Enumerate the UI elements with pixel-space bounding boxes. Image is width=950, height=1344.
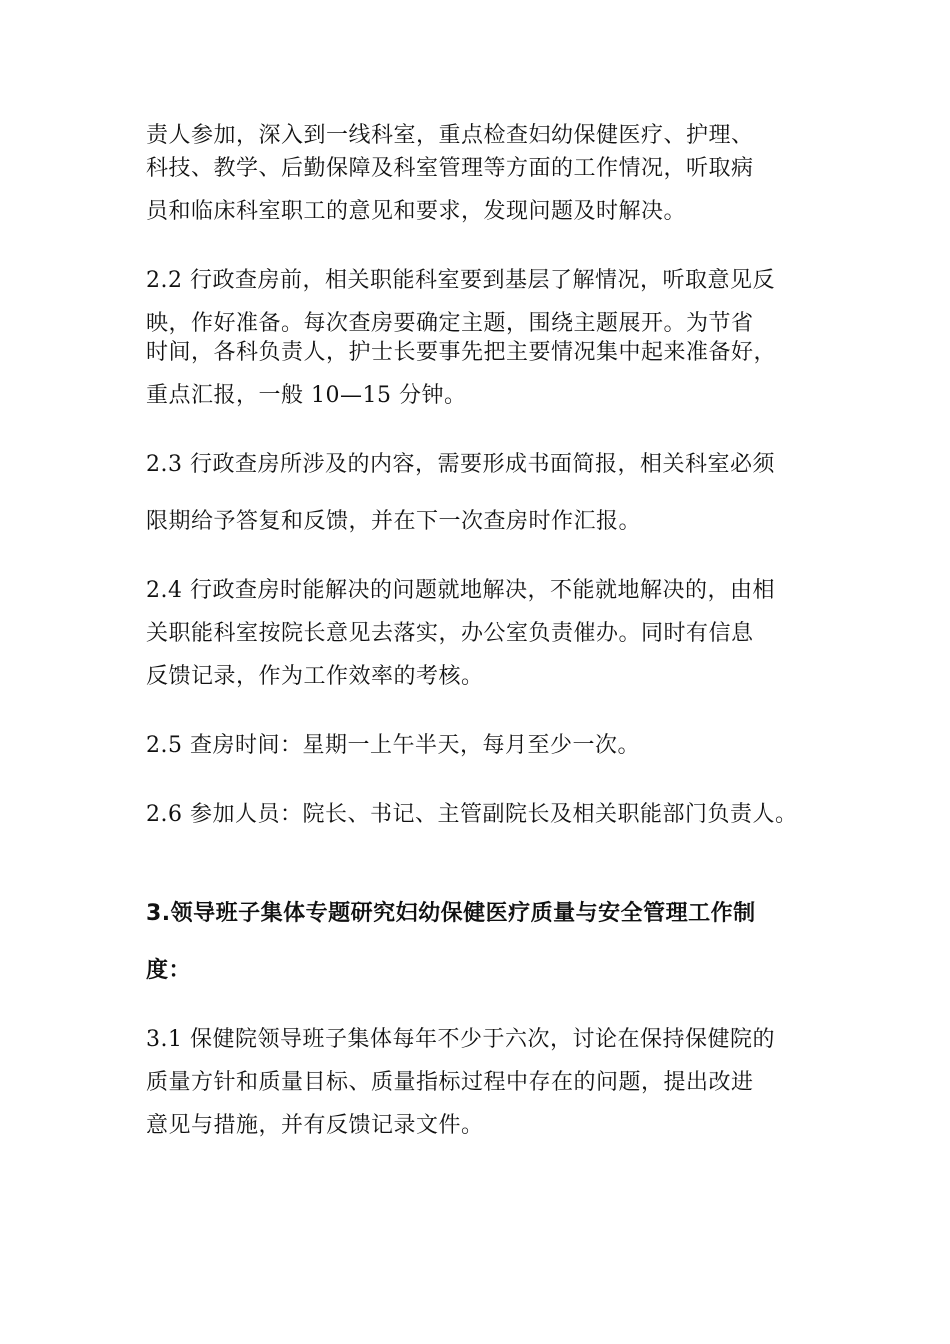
paragraph-1-line-1: 责人参加，深入到一线科室，重点检查妇幼保健医疗、护理、 — [146, 123, 754, 148]
paragraph-3-1-line-3: 意见与措施，并有反馈记录文件。 — [146, 1113, 484, 1138]
paragraph-2-3-line-1: 2.3 行政查房所涉及的内容，需要形成书面简报，相关科室必须 — [146, 452, 775, 477]
paragraph-2-3-line-2: 限期给予答复和反馈，并在下一次查房时作汇报。 — [146, 509, 642, 534]
paragraph-2-6-line-1: 2.6 参加人员：院长、书记、主管副院长及相关职能部门负责人。 — [146, 802, 798, 827]
paragraph-2-2-line-3: 时间，各科负责人，护士长要事先把主要情况集中起来准备好， — [146, 340, 777, 365]
paragraph-3-1-line-2: 质量方针和质量目标、质量指标过程中存在的问题，提出改进 — [146, 1070, 754, 1095]
paragraph-2-2-line-1: 2.2 行政查房前，相关职能科室要到基层了解情况，听取意见反 — [146, 268, 775, 293]
section-3-heading-line-2: 度： — [146, 958, 192, 983]
paragraph-3-1-line-1: 3.1 保健院领导班子集体每年不少于六次，讨论在保持保健院的 — [146, 1027, 775, 1052]
paragraph-2-5-line-1: 2.5 查房时间：星期一上午半天，每月至少一次。 — [146, 733, 640, 758]
paragraph-2-4-line-1: 2.4 行政查房时能解决的问题就地解决，不能就地解决的，由相 — [146, 578, 775, 603]
paragraph-2-4-line-2: 关职能科室按院长意见去落实，办公室负责催办。同时有信息 — [146, 621, 754, 646]
section-3-heading-line-1: 3.领导班子集体专题研究妇幼保健医疗质量与安全管理工作制 — [146, 901, 756, 926]
paragraph-2-2-line-4: 重点汇报，一般 10—15 分钟。 — [146, 383, 467, 408]
paragraph-2-4-line-3: 反馈记录，作为工作效率的考核。 — [146, 664, 484, 689]
paragraph-1-line-2: 科技、教学、后勤保障及科室管理等方面的工作情况，听取病 — [146, 156, 754, 181]
paragraph-1-line-3: 员和临床科室职工的意见和要求，发现问题及时解决。 — [146, 199, 687, 224]
paragraph-2-2-line-2: 映，作好准备。每次查房要确定主题，围绕主题展开。为节省 — [146, 311, 754, 336]
